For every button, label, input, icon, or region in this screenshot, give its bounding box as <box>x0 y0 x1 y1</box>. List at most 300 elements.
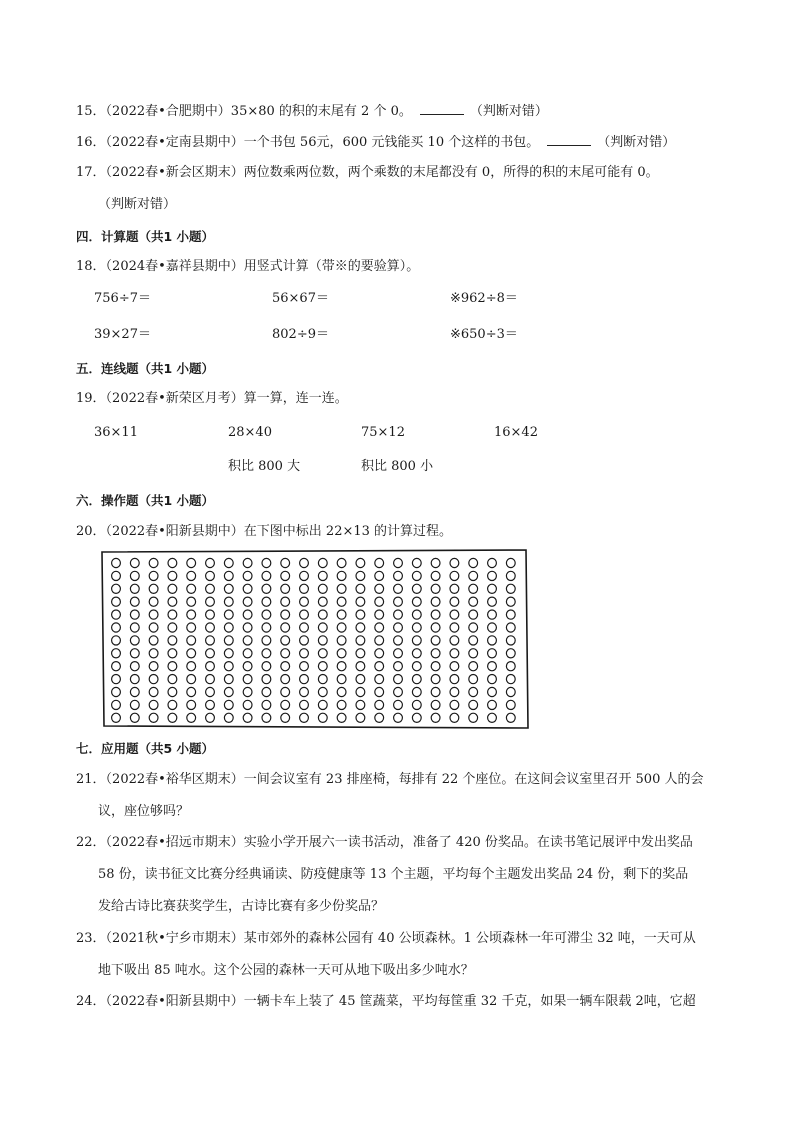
grid-circle <box>206 623 215 632</box>
grid-circle <box>168 662 177 671</box>
grid-circle <box>262 675 271 684</box>
grid-circle <box>412 700 421 709</box>
grid-circle <box>469 623 478 632</box>
grid-circle <box>168 700 177 709</box>
grid-circle <box>469 636 478 645</box>
question-16-suffix: （判断对错） <box>597 135 676 150</box>
grid-circle <box>337 687 346 696</box>
grid-circle <box>112 571 121 580</box>
grid-circle <box>394 662 403 671</box>
grid-circle <box>168 675 177 684</box>
grid-circle <box>206 597 215 606</box>
grid-circle <box>243 610 252 619</box>
match-target-less[interactable]: 积比 800 小 <box>361 459 434 474</box>
grid-circle <box>168 623 177 632</box>
calc-item-2: 56×67＝ <box>272 291 329 306</box>
grid-circle <box>488 662 497 671</box>
grid-circle <box>112 713 121 722</box>
grid-circle <box>187 636 196 645</box>
grid-circle <box>488 687 497 696</box>
grid-circle <box>168 713 177 722</box>
grid-circle <box>262 623 271 632</box>
grid-circle <box>187 713 196 722</box>
grid-circle <box>130 675 139 684</box>
grid-circle <box>224 649 233 658</box>
grid-circle <box>450 571 459 580</box>
grid-circle <box>469 687 478 696</box>
grid-circle <box>450 636 459 645</box>
grid-circle <box>149 610 158 619</box>
grid-circle <box>394 687 403 696</box>
question-24-line-1: 24．（2022春•阳新县期中）一辆卡车上装了 45 筐蔬菜，平均每筐重 32 千克，如果一辆车限载 2吨，它超 <box>76 994 696 1009</box>
question-15-suffix: （判断对错） <box>469 104 548 119</box>
grid-circle <box>224 584 233 593</box>
calc-item-5: 802÷9＝ <box>272 327 329 342</box>
grid-circle <box>130 584 139 593</box>
grid-circle <box>206 636 215 645</box>
grid-circle <box>262 649 271 658</box>
grid-circle <box>112 558 121 567</box>
grid-circle <box>206 700 215 709</box>
grid-circle <box>375 662 384 671</box>
grid-circle <box>112 649 121 658</box>
question-22-line-1: 22．（2022春•招远市期末）实验小学开展六一读书活动，准备了 420 份奖品。在读书笔记展评中发出奖品 <box>76 835 693 850</box>
match-expression-2[interactable]: 28×40 <box>228 425 272 440</box>
grid-circle <box>224 597 233 606</box>
grid-circle <box>224 662 233 671</box>
grid-circle <box>224 623 233 632</box>
grid-circle <box>375 700 384 709</box>
grid-circle <box>394 584 403 593</box>
grid-circle <box>281 558 290 567</box>
grid-circle <box>469 649 478 658</box>
grid-circle <box>356 700 365 709</box>
question-23-line-2: 地下吸出 85 吨水。这个公园的森林一天可从地下吸出多少吨水？ <box>98 963 474 978</box>
match-target-greater[interactable]: 积比 800 大 <box>228 459 301 474</box>
grid-circle <box>130 649 139 658</box>
grid-circle <box>281 687 290 696</box>
grid-circle <box>469 558 478 567</box>
grid-circle <box>318 649 327 658</box>
match-expression-3[interactable]: 75×12 <box>361 425 405 440</box>
grid-circle <box>149 700 158 709</box>
question-22-line-3: 发给古诗比赛获奖学生，古诗比赛有多少份奖品？ <box>98 899 385 914</box>
grid-circle <box>300 597 309 606</box>
grid-circle <box>243 636 252 645</box>
grid-circle <box>243 687 252 696</box>
grid-circle <box>412 662 421 671</box>
grid-circle <box>488 584 497 593</box>
grid-circle <box>506 649 515 658</box>
grid-circle <box>506 636 515 645</box>
grid-circle <box>412 584 421 593</box>
question-20: 20．（2022春•阳新县期中）在下图中标出 22×13 的计算过程。 <box>76 524 453 539</box>
grid-circle <box>450 597 459 606</box>
grid-circle <box>431 597 440 606</box>
grid-circle <box>130 636 139 645</box>
grid-circle <box>149 636 158 645</box>
grid-circle <box>300 700 309 709</box>
grid-circle <box>450 662 459 671</box>
question-23-line-1: 23．（2021秋•宁乡市期末）某市郊外的森林公园有 40 公顷森林。1 公顷森林一年可滞尘 32 吨，一天可从 <box>76 931 696 946</box>
grid-circle <box>300 584 309 593</box>
grid-circle <box>300 623 309 632</box>
grid-circle <box>168 649 177 658</box>
grid-circle <box>243 662 252 671</box>
section-5-title: 五．连线题（共1 小题） <box>76 361 215 376</box>
grid-circle <box>168 558 177 567</box>
grid-circle <box>300 571 309 580</box>
grid-circle <box>130 687 139 696</box>
grid-circle <box>431 649 440 658</box>
grid-circle <box>450 584 459 593</box>
calc-item-6: ※650÷3＝ <box>450 327 518 342</box>
grid-circle <box>431 623 440 632</box>
grid-circle <box>243 584 252 593</box>
grid-circle <box>394 700 403 709</box>
grid-circle <box>300 687 309 696</box>
grid-circle <box>168 687 177 696</box>
grid-circle <box>149 662 158 671</box>
grid-circle <box>318 558 327 567</box>
grid-circle <box>243 700 252 709</box>
grid-circle <box>318 675 327 684</box>
grid-circle <box>262 597 271 606</box>
grid-circle <box>337 558 346 567</box>
question-17-line-1: 17．（2022春•新会区期末）两位数乘两位数，两个乘数的末尾都没有 0，所得的积的末尾可能有 0。 <box>76 165 659 180</box>
grid-circle <box>375 713 384 722</box>
grid-circle <box>281 597 290 606</box>
grid-circle <box>187 623 196 632</box>
grid-circle <box>224 687 233 696</box>
grid-circle <box>431 675 440 684</box>
grid-circle <box>130 597 139 606</box>
grid-circle <box>450 649 459 658</box>
grid-circle <box>281 713 290 722</box>
grid-circle <box>262 662 271 671</box>
grid-circle <box>506 571 515 580</box>
grid-circle <box>187 571 196 580</box>
grid-circle <box>450 610 459 619</box>
grid-circle <box>450 687 459 696</box>
grid-circle <box>168 636 177 645</box>
grid-circle <box>187 558 196 567</box>
grid-circle <box>394 636 403 645</box>
grid-circle <box>262 636 271 645</box>
grid-circle <box>187 597 196 606</box>
grid-circle <box>431 571 440 580</box>
grid-circle <box>130 610 139 619</box>
grid-circle <box>187 700 196 709</box>
grid-circle <box>300 610 309 619</box>
grid-circle <box>488 558 497 567</box>
grid-circle <box>506 597 515 606</box>
grid-circle <box>356 558 365 567</box>
grid-circle <box>469 584 478 593</box>
grid-circle <box>318 623 327 632</box>
grid-circle <box>243 713 252 722</box>
grid-circle <box>375 571 384 580</box>
grid-circle <box>149 558 158 567</box>
grid-circle <box>300 558 309 567</box>
grid-circle <box>206 584 215 593</box>
grid-circle <box>506 687 515 696</box>
grid-circle <box>281 610 290 619</box>
grid-circle <box>412 571 421 580</box>
grid-circle <box>431 687 440 696</box>
grid-circle <box>375 623 384 632</box>
grid-circle <box>412 687 421 696</box>
grid-circle <box>337 700 346 709</box>
grid-circle <box>168 584 177 593</box>
grid-circle <box>469 662 478 671</box>
question-22-line-2: 58 份，读书征文比赛分经典诵读、防疫健康等 13 个主题，平均每个主题发出奖品 24 份，剩下的奖品 <box>98 867 689 882</box>
grid-circle <box>281 636 290 645</box>
grid-circle <box>318 571 327 580</box>
grid-circle <box>488 713 497 722</box>
grid-circle <box>243 571 252 580</box>
grid-circle <box>356 597 365 606</box>
grid-circle <box>375 597 384 606</box>
grid-circle <box>206 675 215 684</box>
grid-circle <box>112 623 121 632</box>
grid-circle <box>149 623 158 632</box>
match-expression-1[interactable]: 36×11 <box>94 425 138 440</box>
grid-circle <box>206 558 215 567</box>
grid-circle <box>243 675 252 684</box>
grid-circle <box>506 584 515 593</box>
grid-circle <box>130 662 139 671</box>
grid-circle <box>431 610 440 619</box>
grid-circle <box>412 623 421 632</box>
grid-circle <box>224 700 233 709</box>
grid-circle <box>337 713 346 722</box>
question-15 <box>76 102 548 121</box>
grid-circle <box>206 713 215 722</box>
grid-circle <box>149 675 158 684</box>
grid-circle <box>243 597 252 606</box>
answer-blank-16[interactable] <box>547 133 591 146</box>
grid-circle <box>206 610 215 619</box>
grid-circle <box>337 649 346 658</box>
grid-circle <box>469 675 478 684</box>
grid-circle <box>394 675 403 684</box>
grid-circle <box>337 675 346 684</box>
grid-circle <box>130 571 139 580</box>
grid-circle <box>431 636 440 645</box>
grid-circle <box>356 649 365 658</box>
grid-circle <box>262 713 271 722</box>
grid-circle <box>375 675 384 684</box>
grid-circle <box>318 584 327 593</box>
grid-circle <box>243 558 252 567</box>
grid-circle <box>356 662 365 671</box>
grid-circle <box>130 623 139 632</box>
grid-circle <box>318 662 327 671</box>
grid-circle <box>281 662 290 671</box>
grid-circle <box>224 571 233 580</box>
calc-item-3: ※962÷8＝ <box>450 291 518 306</box>
grid-circle <box>281 571 290 580</box>
circle-grid[interactable] <box>98 548 530 730</box>
grid-circle <box>224 558 233 567</box>
grid-circle <box>168 571 177 580</box>
question-15-text: 15．（2022春•合肥期中）35×80 的积的末尾有 2 个 0。 <box>76 104 412 119</box>
grid-circle <box>431 700 440 709</box>
grid-circle <box>431 558 440 567</box>
grid-circle <box>300 649 309 658</box>
grid-circle <box>450 558 459 567</box>
grid-circle <box>450 700 459 709</box>
grid-circle <box>300 636 309 645</box>
grid-circle <box>224 713 233 722</box>
grid-circle <box>112 675 121 684</box>
grid-circle <box>412 597 421 606</box>
grid-circle <box>262 584 271 593</box>
grid-circle <box>318 610 327 619</box>
grid-circle <box>356 687 365 696</box>
grid-circle <box>318 713 327 722</box>
question-21-line-1: 21．（2022春•裕华区期末）一间会议室有 23 排座椅，每排有 22 个座位。在这间会议室里召开 500 人的会 <box>76 772 704 787</box>
grid-circle <box>506 700 515 709</box>
grid-circle <box>356 584 365 593</box>
grid-circle <box>337 636 346 645</box>
grid-circle <box>394 597 403 606</box>
grid-circle <box>300 662 309 671</box>
grid-circle <box>187 662 196 671</box>
grid-circle <box>243 623 252 632</box>
grid-circle <box>224 675 233 684</box>
match-expression-4[interactable]: 16×42 <box>494 425 538 440</box>
grid-circle <box>112 597 121 606</box>
grid-circle <box>224 610 233 619</box>
grid-circle <box>488 623 497 632</box>
question-21-line-2: 议，座位够吗？ <box>98 804 190 819</box>
grid-circle <box>149 649 158 658</box>
grid-circle <box>337 623 346 632</box>
grid-circle <box>149 713 158 722</box>
grid-circle <box>488 649 497 658</box>
grid-circle <box>488 597 497 606</box>
question-18: 18．（2024春•嘉祥县期中）用竖式计算（带※的要验算）。 <box>76 259 420 274</box>
grid-circle <box>281 649 290 658</box>
grid-circle <box>356 636 365 645</box>
grid-circle <box>262 700 271 709</box>
grid-circle <box>149 597 158 606</box>
grid-circle <box>206 649 215 658</box>
grid-circle <box>149 571 158 580</box>
grid-circle <box>469 713 478 722</box>
answer-blank-15[interactable] <box>420 102 464 115</box>
grid-circle <box>488 700 497 709</box>
grid-circle <box>281 675 290 684</box>
grid-circle <box>168 597 177 606</box>
grid-circle <box>187 584 196 593</box>
question-19: 19．（2022春•新荣区月考）算一算，连一连。 <box>76 391 348 406</box>
grid-circle <box>262 571 271 580</box>
grid-circle <box>469 700 478 709</box>
grid-circle <box>318 597 327 606</box>
grid-circle <box>450 675 459 684</box>
grid-circle <box>394 623 403 632</box>
grid-circle <box>130 713 139 722</box>
grid-circle <box>281 584 290 593</box>
grid-circle <box>112 584 121 593</box>
grid-circle <box>488 610 497 619</box>
grid-circle <box>469 597 478 606</box>
grid-circle <box>281 623 290 632</box>
grid-circle <box>375 558 384 567</box>
grid-circle <box>337 610 346 619</box>
grid-circle <box>394 713 403 722</box>
grid-circle <box>506 558 515 567</box>
grid-border <box>102 550 528 728</box>
grid-circle <box>206 687 215 696</box>
grid-circle <box>506 610 515 619</box>
grid-circle <box>412 610 421 619</box>
grid-circle <box>506 675 515 684</box>
grid-circle <box>469 610 478 619</box>
grid-circle <box>206 571 215 580</box>
grid-circle <box>412 636 421 645</box>
grid-circle <box>337 571 346 580</box>
grid-circle <box>149 687 158 696</box>
grid-circle <box>337 662 346 671</box>
grid-circle <box>412 675 421 684</box>
grid-circle <box>187 649 196 658</box>
grid-circle <box>243 649 252 658</box>
grid-circle <box>450 623 459 632</box>
grid-circle <box>506 662 515 671</box>
grid-circle <box>394 649 403 658</box>
grid-circle <box>375 610 384 619</box>
grid-circle <box>431 713 440 722</box>
grid-circle <box>394 558 403 567</box>
calc-item-4: 39×27＝ <box>94 327 151 342</box>
grid-circle <box>375 687 384 696</box>
calc-item-1: 756÷7＝ <box>94 291 151 306</box>
grid-circle <box>262 687 271 696</box>
grid-circle <box>412 713 421 722</box>
grid-circle <box>356 571 365 580</box>
grid-circle <box>337 597 346 606</box>
question-16-text: 16．（2022春•定南县期中）一个书包 56元，600 元钱能买 10 个这样的书包。 <box>76 135 540 150</box>
grid-circle <box>187 675 196 684</box>
grid-circle <box>469 571 478 580</box>
grid-circle <box>356 713 365 722</box>
grid-circle <box>450 713 459 722</box>
grid-circle <box>488 636 497 645</box>
grid-circle <box>318 700 327 709</box>
grid-circle <box>206 662 215 671</box>
grid-circle <box>281 700 290 709</box>
grid-circle <box>488 675 497 684</box>
grid-circle <box>375 649 384 658</box>
grid-circle <box>318 636 327 645</box>
grid-circle <box>187 610 196 619</box>
grid-circle <box>318 687 327 696</box>
grid-circle <box>187 687 196 696</box>
grid-circle <box>375 636 384 645</box>
grid-circle <box>130 700 139 709</box>
grid-circle <box>149 584 158 593</box>
grid-circle <box>262 558 271 567</box>
question-17-line-2: （判断对错） <box>98 197 177 212</box>
grid-circle <box>488 571 497 580</box>
grid-circle <box>112 700 121 709</box>
grid-circle <box>431 662 440 671</box>
grid-circle <box>262 610 271 619</box>
